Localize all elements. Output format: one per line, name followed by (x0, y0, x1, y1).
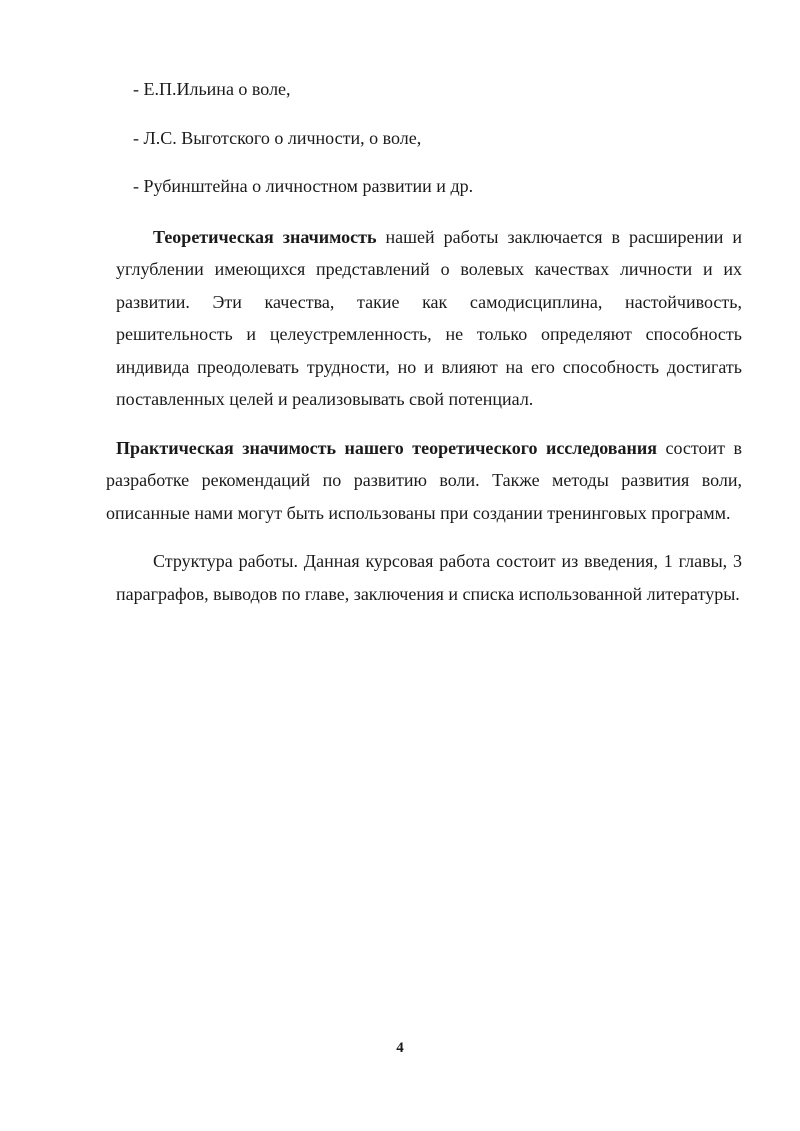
page-number: 4 (396, 1040, 404, 1056)
list-item-ilyin: - Е.П.Ильина о воле, (133, 79, 291, 99)
list-item-rubinstein: - Рубинштейна о личностном развитии и др. (133, 176, 474, 196)
practical-significance-text: состоит в разработке рекомендаций по развитию воли. Также методы развития воли, описанные нами могут быть использованы при создании тренинговых программ. (106, 437, 742, 523)
theoretical-significance-text: нашей работы заключается в расширении и углублении имеющихся представлений о волевых качествах личности и их развитии. Эти качества, такие как самодисциплина, настойчивость, решительность и целеустремленность, не только определяют способность индивида преодолевать трудности, но и влияют на его способность достигать поставленных целей и реализовывать свой потенциал. (116, 226, 742, 409)
list-item-vygotsky: - Л.С. Выготского о личности, о воле, (133, 127, 422, 148)
theoretical-significance-paragraph (116, 221, 742, 416)
page-content (106, 73, 742, 610)
practical-significance-paragraph (106, 432, 742, 530)
practical-significance-heading: Практическая значимость нашего теоретического исследования (116, 437, 658, 458)
work-structure-paragraph: Структура работы. Данная курсовая работа состоит из введения, 1 главы, 3 параграфов, выводов по главе, заключения и списка использованной литературы. (116, 551, 742, 604)
theoretical-significance-heading: Теоретическая значимость (153, 226, 377, 247)
